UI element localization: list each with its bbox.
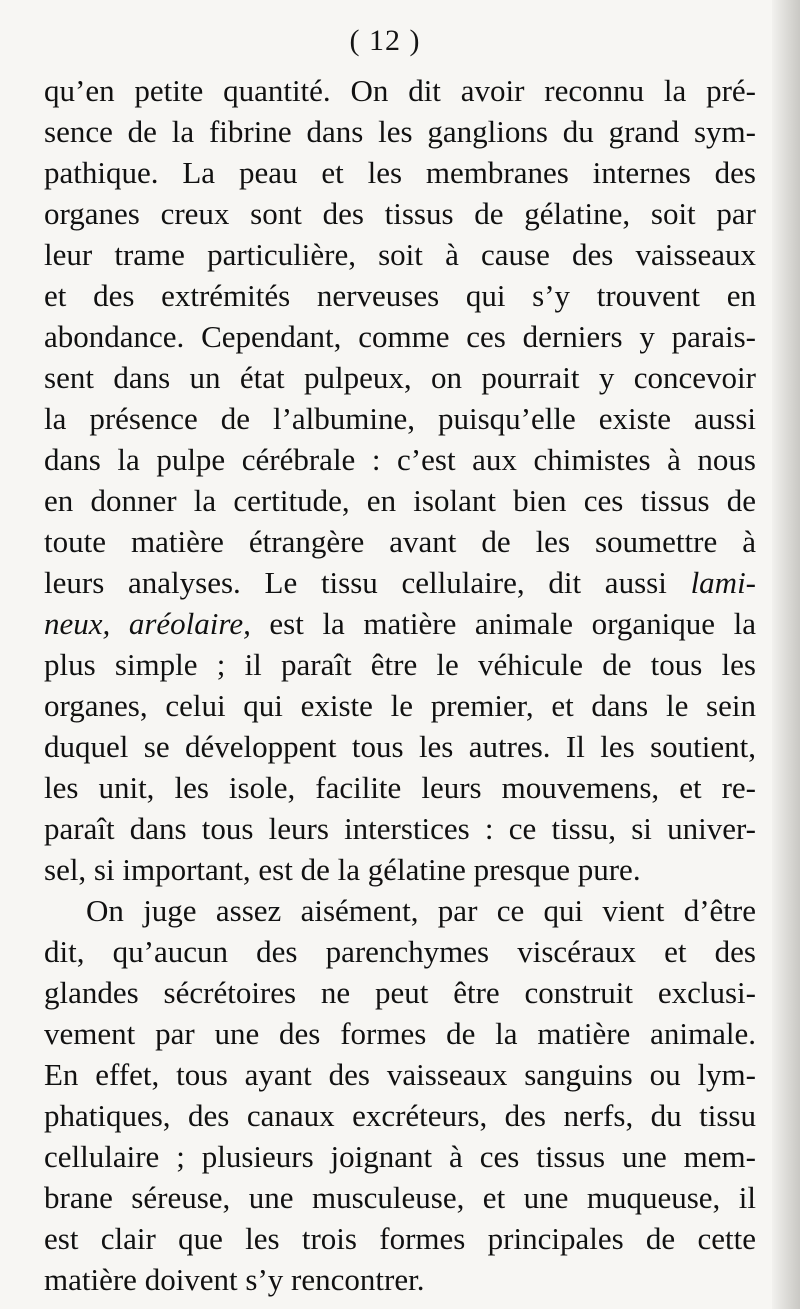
text-line: la présence de l’albumine, puisqu’elle existe aussi xyxy=(44,401,756,436)
text-line: organes, celui qui existe le premier, et dans le sein xyxy=(44,688,756,723)
text-line: et des extrémités nerveuses qui s’y trouvent en xyxy=(44,278,756,313)
text-line: sence de la fibrine dans les ganglions du grand sym- xyxy=(44,114,756,149)
text-line: toute matière étrangère avant de les soumettre à xyxy=(44,524,756,559)
text-line: brane séreuse, une musculeuse, et une muqueuse, il xyxy=(44,1180,756,1215)
text-line: phatiques, des canaux excréteurs, des nerfs, du tissu xyxy=(44,1098,756,1133)
text-segment: est la matière animale organique la xyxy=(250,606,756,641)
text-line: En effet, tous ayant des vaisseaux sanguins ou lym- xyxy=(44,1057,756,1092)
text-segment: leurs analyses. Le tissu cellulaire, dit aussi xyxy=(44,565,691,600)
text-line: sel, si important, est de la gélatine presque pure. xyxy=(44,852,641,887)
text-line: en donner la certitude, en isolant bien ces tissus de xyxy=(44,483,756,518)
text-line: pathique. La peau et les membranes internes des xyxy=(44,155,756,190)
paragraph-start-line: On juge assez aisément, par ce qui vient d’être xyxy=(86,893,756,928)
text-line: vement par une des formes de la matière animale. xyxy=(44,1016,756,1051)
page-number: ( 12 ) xyxy=(349,24,421,57)
italic-term: neux, aréolaire, xyxy=(44,606,251,641)
page-edge-shadow xyxy=(772,0,800,1309)
text-line: plus simple ; il paraît être le véhicule de tous les xyxy=(44,647,756,682)
text-line: abondance. Cependant, comme ces derniers y parais- xyxy=(44,319,756,354)
text-line xyxy=(44,562,756,603)
italic-term: lami- xyxy=(690,565,756,600)
text-line: paraît dans tous leurs interstices : ce tissu, si univer- xyxy=(44,811,756,846)
text-line: dit, qu’aucun des parenchymes viscéraux et des xyxy=(44,934,756,969)
text-line: leur trame particulière, soit à cause des vaisseaux xyxy=(44,237,756,272)
text-line: organes creux sont des tissus de gélatine, soit par xyxy=(44,196,756,231)
text-line: est clair que les trois formes principales de cette xyxy=(44,1221,756,1256)
text-line: glandes sécrétoires ne peut être construit exclusi- xyxy=(44,975,756,1010)
text-line: duquel se développent tous les autres. Il les soutient, xyxy=(44,729,756,764)
text-line: qu’en petite quantité. On dit avoir reconnu la pré- xyxy=(44,73,756,108)
text-line: les unit, les isole, facilite leurs mouvemens, et re- xyxy=(44,770,756,805)
body-text xyxy=(44,70,756,1300)
text-line: cellulaire ; plusieurs joignant à ces tissus une mem- xyxy=(44,1139,756,1174)
text-line: sent dans un état pulpeux, on pourrait y concevoir xyxy=(44,360,756,395)
text-line xyxy=(44,603,756,644)
text-line: dans la pulpe cérébrale : c’est aux chimistes à nous xyxy=(44,442,756,477)
text-line: matière doivent s’y rencontrer. xyxy=(44,1262,425,1297)
